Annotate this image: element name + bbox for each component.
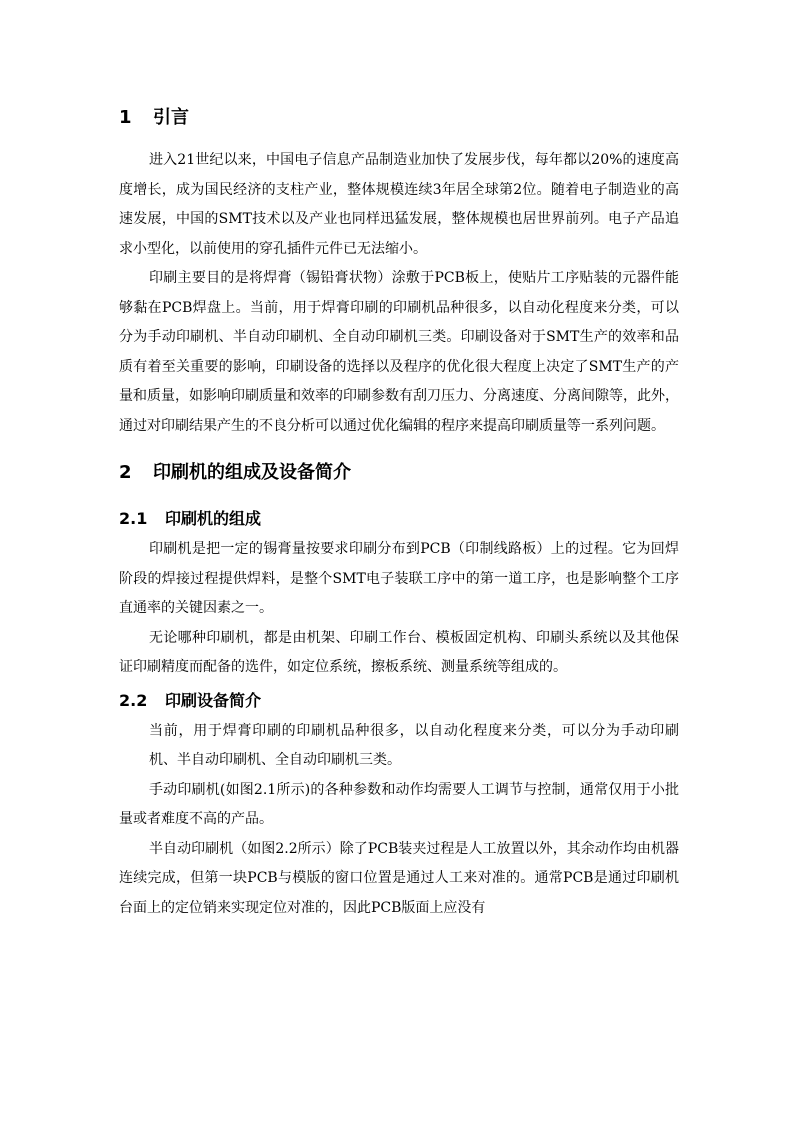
- document-page: [119, 100, 679, 923]
- paragraph: 无论哪种印刷机，都是由机架、印刷工作台、模板固定机构、印刷头系统以及其他保证印刷精度而配备的选件，如定位系统，擦板系统、测量系统等组成的。: [119, 629, 679, 675]
- subsection-number: 2.2: [119, 690, 148, 710]
- paragraph: 当前，用于焊膏印刷的印刷机品种很多，以自动化程度来分类，可以分为手动印刷机、半自动印刷机、全自动印刷机三类。: [149, 722, 679, 768]
- paragraph: 印刷主要目的是将焊膏（锡铅膏状物）涂敷于PCB板上，使贴片工序贴装的元器件能够黏在PCB焊盘上。当前，用于焊膏印刷的印刷机品种很多，以自动化程度来分类，可以分为手动印刷机、半自动印刷机、全自动印刷机三类。印刷设备对于SMT生产的效率和品质有着至关重要的影响，印刷设备的选择以及程序的优化很大程度上决定了SMT生产的产量和质量，如影响印刷质量和效率的印刷参数有刮刀压力、分离速度、分离间隙等，此外，通过对印刷结果产生的不良分析可以通过优化编辑的程序来提高印刷质量等一系列问题。: [119, 270, 679, 434]
- section-number: 1: [119, 107, 132, 128]
- paragraph: 印刷机是把一定的锡膏量按要求印刷分布到PCB（印制线路板）上的过程。它为回焊阶段的焊接过程提供焊料，是整个SMT电子装联工序中的第一道工序，也是影响整个工序直通率的关键因素之一。: [119, 541, 679, 616]
- section-heading-printer-composition: [119, 455, 679, 491]
- subsection-heading-equipment: [119, 685, 679, 717]
- paragraph: 进入21世纪以来，中国电子信息产品制造业加快了发展步伐，每年都以20%的速度高度增长，成为国民经济的支柱产业，整体规模连续3年居全球第2位。随着电子制造业的高速发展，中国的SMT技术以及产业也同样迅猛发展，整体规模也居世界前列。电子产品追求小型化，以前使用的穿孔插件元件已无法缩小。: [119, 152, 679, 257]
- subsection-title: 印刷机的组成: [165, 509, 262, 528]
- section-number: 2: [119, 462, 132, 483]
- paragraph: 半自动印刷机（如图2.2所示）除了PCB装夹过程是人工放置以外，其余动作均由机器连续完成，但第一块PCB与模版的窗口位置是通过人工来对准的。通常PCB是通过印刷机台面上的定位销来实现定位对准的，因此PCB版面上应没有: [119, 840, 679, 916]
- section-heading-introduction: [119, 100, 679, 136]
- subsection-heading-composition: [119, 503, 679, 535]
- subsection-number: 2.1: [119, 509, 148, 528]
- section-title: 印刷机的组成及设备简介: [153, 462, 351, 483]
- subsection-title: 印刷设备简介: [165, 690, 262, 710]
- section-title: 引言: [153, 107, 189, 128]
- paragraph: 手动印刷机(如图2.1所示)的各种参数和动作均需要人工调节与控制，通常仅用于小批量或者难度不高的产品。: [119, 781, 679, 827]
